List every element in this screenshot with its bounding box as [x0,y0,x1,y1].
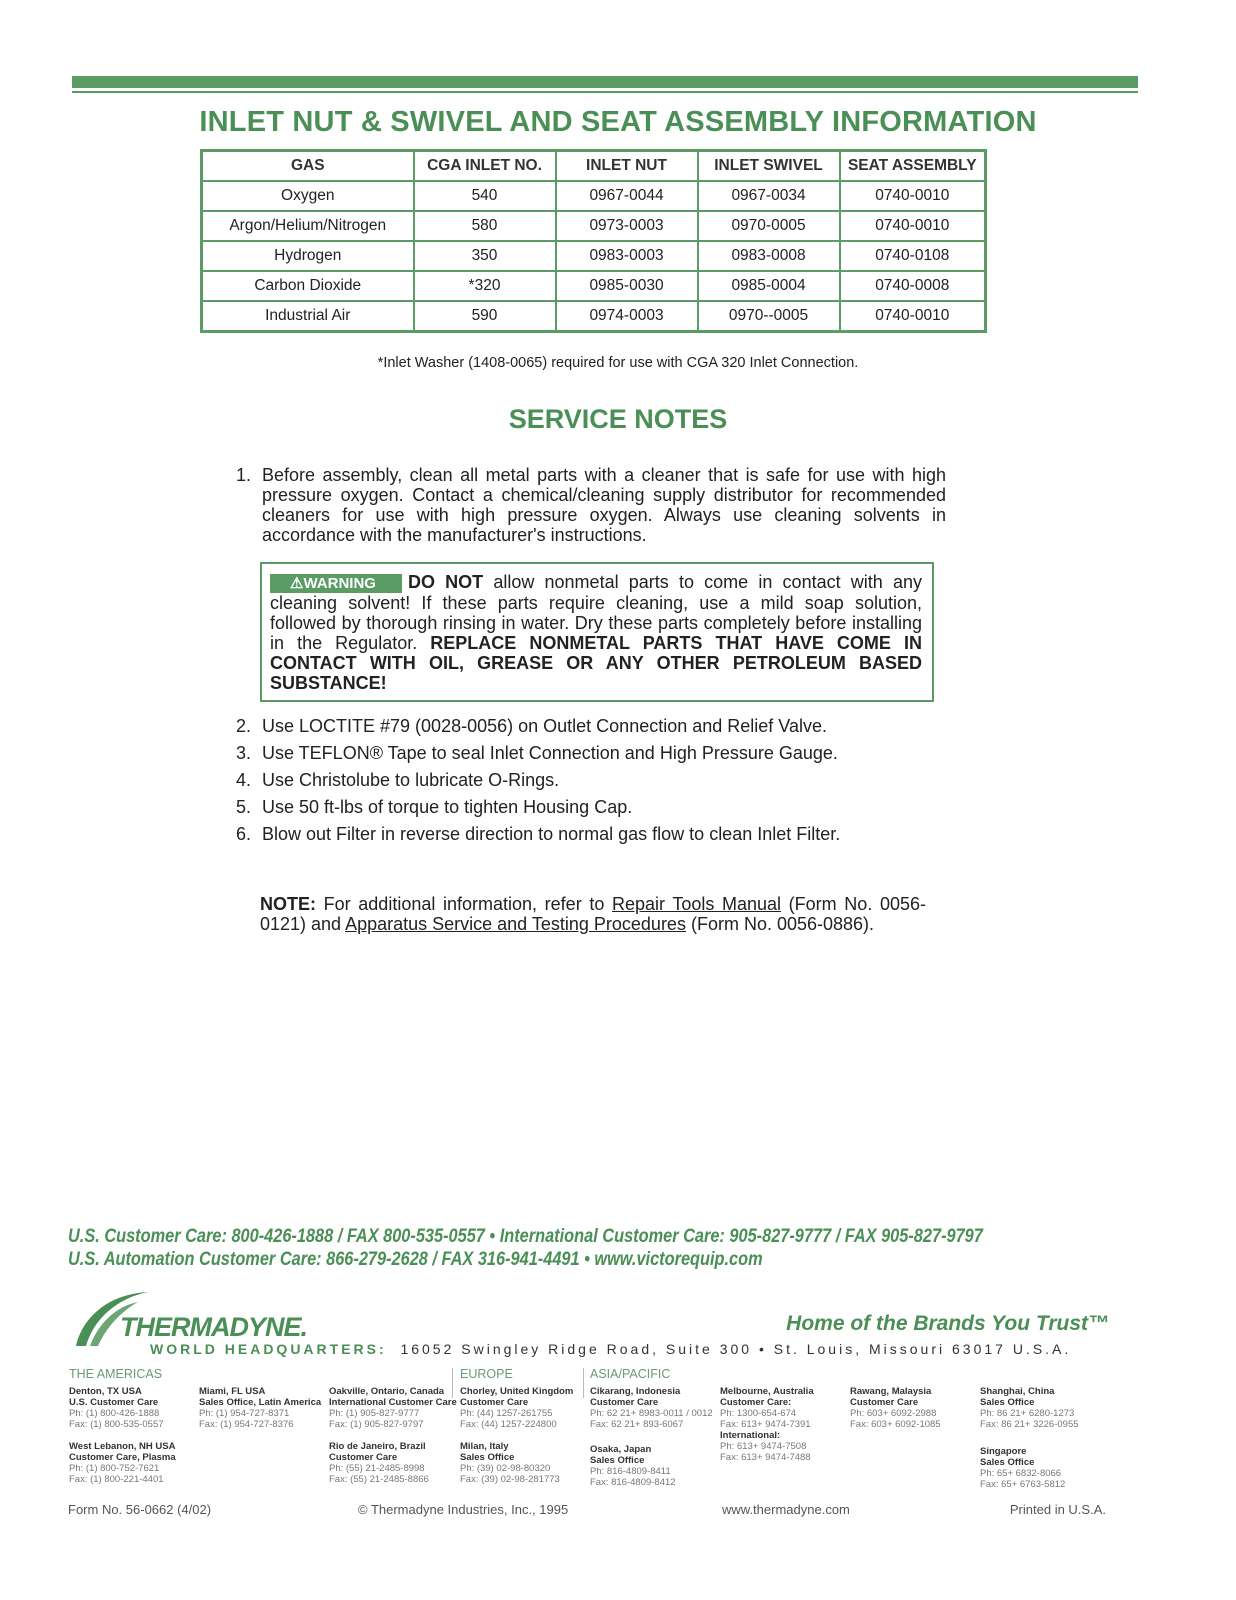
note-text-3: (Form No. 0056-0886). [685,914,875,934]
office-melbourne [720,1386,814,1463]
office-phone: Ph: 62 21+ 8983-0011 / 0012 [590,1408,713,1419]
apparatus-service-link[interactable]: Apparatus Service and Testing Procedures [345,914,686,934]
table-cell: 0740-0010 [840,181,986,211]
office-type: Sales Office, Latin America [199,1397,322,1408]
note-text: Use 50 ft-lbs of torque to tighten Housing Cap. [262,797,633,817]
form-number: Form No. 56-0662 (4/02) [68,1502,212,1517]
office-rio [329,1441,429,1485]
top-green-rule [72,91,1138,93]
office-name: Miami, FL USA [199,1386,266,1397]
brand-tagline: Home of the Brands You Trust™ [786,1312,1109,1335]
table-cell: 0740-0108 [840,241,986,271]
note-text: Use LOCTITE #79 (0028-0056) on Outlet Connection and Relief Valve. [262,716,827,736]
office-name: Chorley, United Kingdom [460,1386,574,1397]
office-fax: Fax: (55) 21-2485-8866 [329,1474,429,1485]
service-note-1 [236,465,946,549]
table-footnote: *Inlet Washer (1408-0065) required for use with CGA 320 Inlet Connection. [377,355,859,371]
table-cell: 0740-0010 [840,211,986,241]
table-cell: Carbon Dioxide [202,271,414,301]
office-phone-intl: Ph: 613+ 9474-7508 [720,1441,807,1452]
table-cell: 0974-0003 [556,301,698,332]
office-phone: Ph: (44) 1257-261755 [460,1408,553,1419]
office-phone: Ph: (39) 02-98-80320 [460,1463,551,1474]
office-fax: Fax: 816-4809-8412 [590,1477,676,1488]
top-green-bar [72,76,1138,88]
table-row [202,271,986,301]
region-asia-pacific: ASIA/PACIFIC [590,1367,671,1381]
region-americas: THE AMERICAS [69,1367,163,1381]
warning-body: allow nonmetal parts to come in contact with any cleaning solvent! If these parts require cleaning, use a mild soap solution, followed by thorough rinsing in water. Dry these parts completely before installing in the Regulator. [270,572,922,653]
office-fax: Fax: (44) 1257-224800 [460,1419,557,1430]
office-miami [199,1386,321,1430]
office-phone: Ph: 1300-654-674 [720,1408,797,1419]
office-name: Rawang, Malaysia [850,1386,932,1397]
office-phone: Ph: (1) 800-752-7621 [69,1463,160,1474]
office-phone: Ph: 86 21+ 6280-1273 [980,1408,1075,1419]
warning-box [260,562,934,702]
table-header-row [202,151,986,182]
office-name: West Lebanon, NH USA [69,1441,176,1452]
office-denton [69,1386,164,1430]
additional-note [260,894,926,934]
warning-emphasis: REPLACE NONMETAL PARTS THAT HAVE COME IN CONTACT WITH OIL, GREASE OR ANY OTHER PETROLEUM BASED SUBSTANCE! [270,633,922,693]
header-cga-inlet: CGA INLET NO. [414,151,556,182]
table-row [202,211,986,241]
customer-care-line-2: U.S. Automation Customer Care: 866-279-2628 / FAX 316-941-4491 • www.victorequip.com [68,1249,763,1270]
office-type: Sales Office [980,1457,1035,1468]
office-fax: Fax: 65+ 6763-5812 [980,1479,1066,1490]
note-text-2: (Form No. 0056-0121) and [260,894,926,934]
office-west-lebanon [69,1441,176,1485]
office-type: Customer Care [590,1397,659,1408]
office-type: Sales Office [460,1452,515,1463]
table-cell: 0985-0004 [698,271,840,301]
printed-in: Printed in U.S.A. [1009,1502,1106,1517]
office-fax: Fax: (1) 905-827-9797 [329,1419,424,1430]
table-cell: Argon/Helium/Nitrogen [202,211,414,241]
office-fax: Fax: (1) 954-727-8376 [199,1419,294,1430]
note-text: Use Christolube to lubricate O-Rings. [262,770,560,790]
service-notes-title: SERVICE NOTES [508,404,728,434]
office-fax-intl: Fax: 613+ 9474-7488 [720,1452,811,1463]
customer-care-line-1: U.S. Customer Care: 800-426-1888 / FAX 800-535-0557 • International Customer Care: 905-827-9777 / FAX 905-827-9797 [68,1226,983,1247]
note-text: Use TEFLON® Tape to seal Inlet Connection and High Pressure Gauge. [262,743,838,763]
office-fax: Fax: (1) 800-535-0557 [69,1419,164,1430]
table-cell: 0970-0005 [698,211,840,241]
office-cikarang [590,1386,713,1430]
table-cell: 590 [414,301,556,332]
note-number: 4. [236,770,252,790]
note-number: 1. [236,465,252,485]
office-fax: Fax: 86 21+ 3226-0955 [980,1419,1079,1430]
office-phone: Ph: (1) 800-426-1888 [69,1408,160,1419]
office-name: Oakville, Ontario, Canada [329,1386,445,1397]
table-cell: 540 [414,181,556,211]
table-cell: Oxygen [202,181,414,211]
office-type: Sales Office [980,1397,1035,1408]
table-cell: 580 [414,211,556,241]
header-inlet-nut: INLET NUT [556,151,698,182]
header-seat-assembly: SEAT ASSEMBLY [840,151,986,182]
whq-label: WORLD HEADQUARTERS: [150,1341,387,1357]
table-row [202,181,986,211]
office-milan [460,1441,560,1485]
office-type: Customer Care, Plasma [69,1452,176,1463]
footer-website[interactable]: www.thermadyne.com [722,1502,850,1517]
note-text-1: For additional information, refer to [316,894,612,914]
note-number: 5. [236,797,252,817]
region-divider [583,1368,584,1398]
office-phone: Ph: 816-4809-8411 [590,1466,671,1477]
office-name: Melbourne, Australia [720,1386,814,1397]
note-number: 6. [236,824,252,844]
table-cell: Industrial Air [202,301,414,332]
note-number: 3. [236,743,252,763]
office-oakville [329,1386,457,1430]
table-cell: 0985-0030 [556,271,698,301]
logo-wordmark: THERMADYNE. [120,1312,308,1342]
table-row [202,241,986,271]
office-fax: Fax: (39) 02-98-281773 [460,1474,560,1485]
office-phone: Ph: (55) 21-2485-8998 [329,1463,425,1474]
office-chorley [460,1386,573,1430]
note-label: NOTE: [260,894,316,914]
table-cell: 0740-0008 [840,271,986,301]
table-cell: 0740-0010 [840,301,986,332]
table-row [202,301,986,332]
office-phone: Ph: 65+ 6832-8066 [980,1468,1062,1479]
office-type: Customer Care: [720,1397,792,1408]
world-headquarters [150,1341,1071,1357]
office-phone: Ph: 603+ 6092-2988 [850,1408,937,1419]
office-fax: Fax: 613+ 9474-7391 [720,1419,811,1430]
table-cell: *320 [414,271,556,301]
table-cell: 0967-0034 [698,181,840,211]
office-type: Customer Care [850,1397,919,1408]
office-type: Customer Care [460,1397,529,1408]
office-name: Osaka, Japan [590,1444,652,1455]
office-name: Singapore [980,1446,1027,1457]
office-fax: Fax: 603+ 6092-1085 [850,1419,941,1430]
table-cell: 0967-0044 [556,181,698,211]
office-name: Shanghai, China [980,1386,1055,1397]
office-phone: Ph: (1) 905-827-9777 [329,1408,420,1419]
office-name: Rio de Janeiro, Brazil [329,1441,426,1452]
office-type: U.S. Customer Care [69,1397,159,1408]
office-type: Sales Office [590,1455,645,1466]
note-text: Blow out Filter in reverse direction to normal gas flow to clean Inlet Filter. [262,824,841,844]
parts-table [200,149,987,333]
office-type-intl: International: [720,1430,781,1441]
office-rawang [850,1386,941,1430]
header-gas: GAS [202,151,414,182]
office-fax: Fax: 62 21+ 893-6067 [590,1419,684,1430]
copyright: © Thermadyne Industries, Inc., 1995 [358,1502,569,1517]
office-osaka [590,1444,676,1488]
warning-badge: ⚠WARNING [270,574,402,593]
note-text: Before assembly, clean all metal parts with a cleaner that is safe for use with high pressure oxygen. Contact a chemical/cleaning supply distributor for recommended cleaners for use with high pressure oxygen. Always use cleaning solvents in accordance with the manufacturer's instructions. [262,465,946,545]
office-fax: Fax: (1) 800-221-4401 [69,1474,164,1485]
office-type: International Customer Care [329,1397,457,1408]
whq-address: 16052 Swingley Ridge Road, Suite 300 • St. Louis, Missouri 63017 U.S.A. [400,1341,1072,1357]
table-title: INLET NUT & SWIVEL AND SEAT ASSEMBLY INFORMATION [199,106,1037,138]
office-singapore [980,1446,1065,1490]
warning-text [270,572,922,693]
table-cell: 0973-0003 [556,211,698,241]
region-europe: EUROPE [460,1367,513,1381]
table-cell: 350 [414,241,556,271]
warning-lead: DO NOT [407,572,484,592]
header-inlet-swivel: INLET SWIVEL [698,151,840,182]
note-number: 2. [236,716,252,736]
thermadyne-logo [68,1288,328,1348]
table-cell: Hydrogen [202,241,414,271]
office-name: Cikarang, Indonesia [590,1386,681,1397]
office-name: Denton, TX USA [69,1386,142,1397]
repair-tools-manual-link[interactable]: Repair Tools Manual [611,894,782,914]
office-type: Customer Care [329,1452,398,1463]
office-phone: Ph: (1) 954-727-8371 [199,1408,290,1419]
office-shanghai [980,1386,1079,1430]
table-cell: 0983-0003 [556,241,698,271]
table-cell: 0983-0008 [698,241,840,271]
table-cell: 0970--0005 [698,301,840,332]
office-name: Milan, Italy [460,1441,509,1452]
